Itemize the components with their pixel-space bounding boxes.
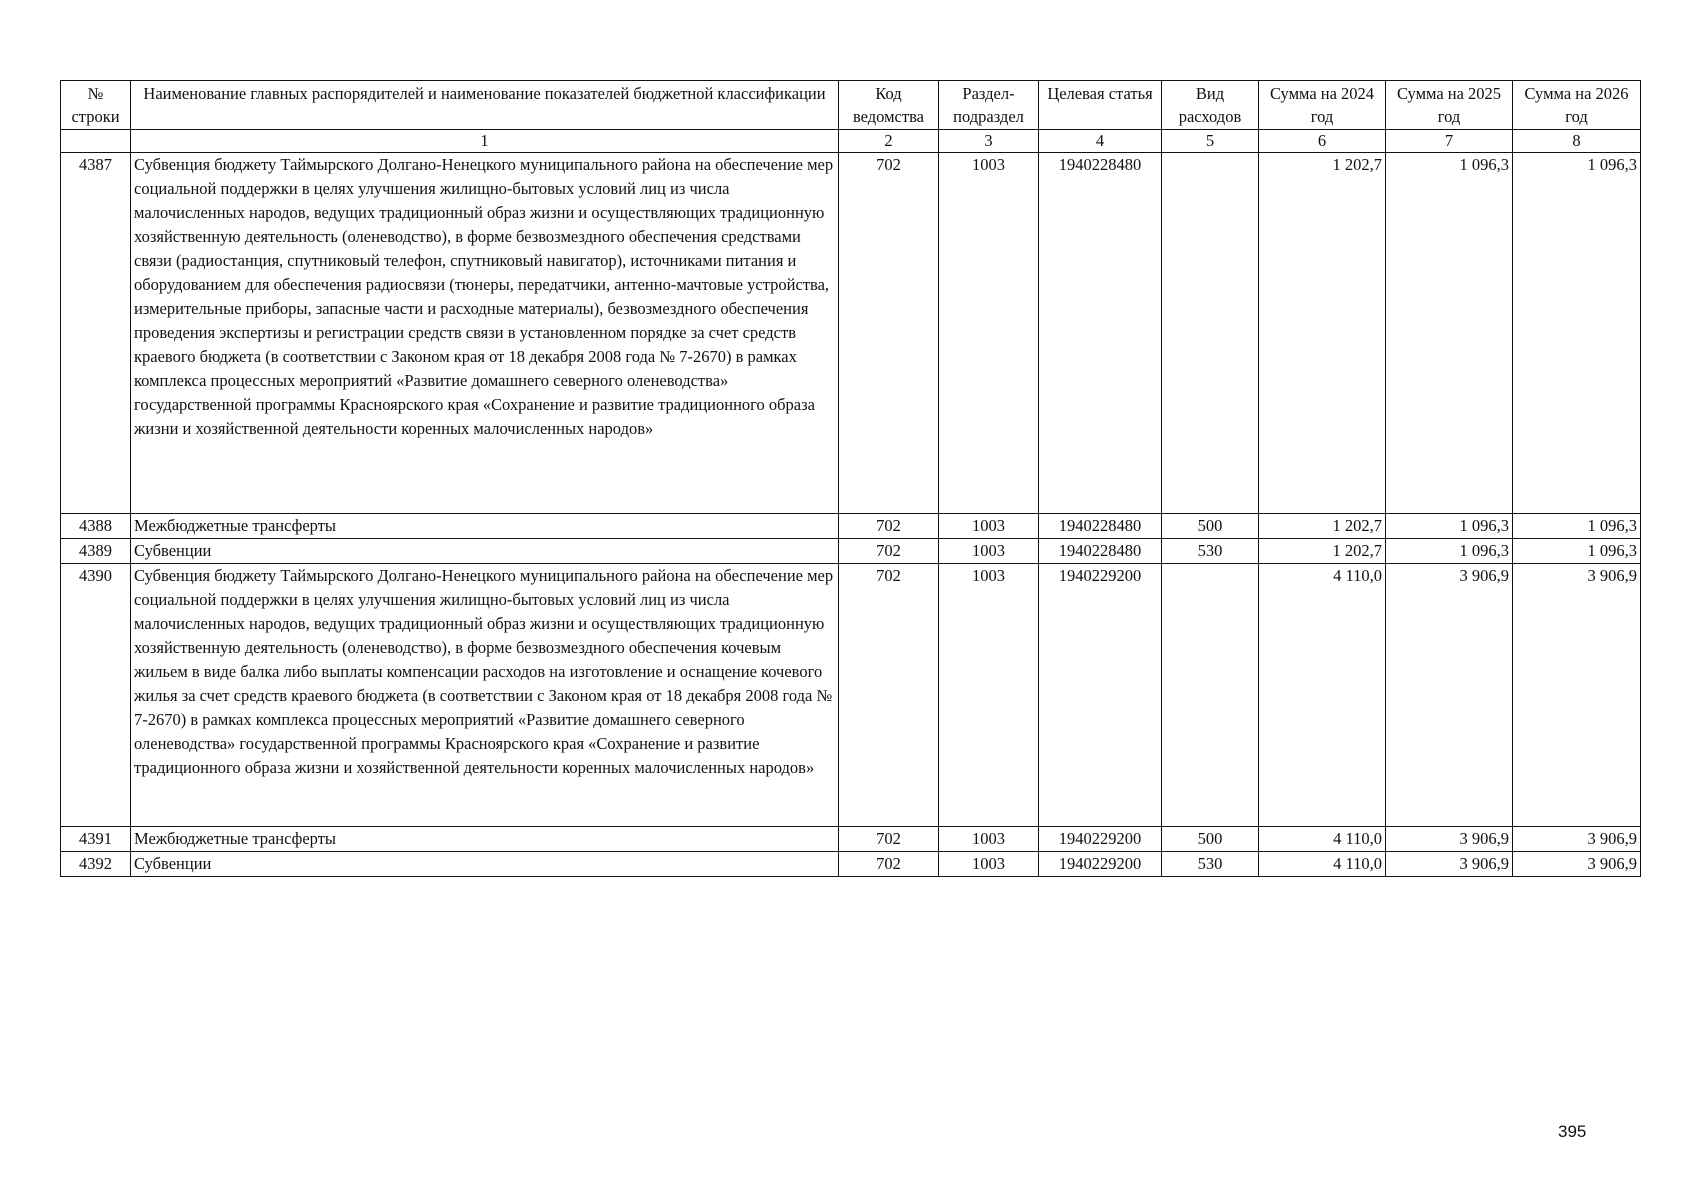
header-sum-2026: Сумма на 2026 год xyxy=(1513,81,1641,130)
page-number: 395 xyxy=(1558,1122,1587,1141)
row-target: 1940229200 xyxy=(1039,852,1162,877)
row-dept-code: 702 xyxy=(839,852,939,877)
row-sum-2026: 1 096,3 xyxy=(1513,539,1641,564)
row-section: 1003 xyxy=(939,514,1039,539)
table-row xyxy=(61,564,1641,827)
row-number: 4389 xyxy=(61,539,131,564)
row-section: 1003 xyxy=(939,564,1039,827)
row-expense-kind: 500 xyxy=(1162,514,1259,539)
row-section: 1003 xyxy=(939,827,1039,852)
header-target: Целевая статья xyxy=(1039,81,1162,130)
header-name: Наименование главных распорядителей и наименование показателей бюджетной классификации xyxy=(131,81,839,130)
row-name: Субвенции xyxy=(131,539,839,564)
row-sum-2024: 1 202,7 xyxy=(1259,153,1386,514)
column-numbers-row xyxy=(61,130,1641,153)
header-expense-kind: Вид расходов xyxy=(1162,81,1259,130)
table-row xyxy=(61,827,1641,852)
row-dept-code: 702 xyxy=(839,827,939,852)
row-sum-2024: 4 110,0 xyxy=(1259,852,1386,877)
budget-table xyxy=(60,80,1641,877)
row-number: 4387 xyxy=(61,153,131,514)
header-dept-code: Код ведомства xyxy=(839,81,939,130)
row-sum-2026: 3 906,9 xyxy=(1513,852,1641,877)
table-row xyxy=(61,539,1641,564)
table-row xyxy=(61,852,1641,877)
column-number: 4 xyxy=(1039,130,1162,153)
row-sum-2026: 3 906,9 xyxy=(1513,564,1641,827)
row-target: 1940228480 xyxy=(1039,514,1162,539)
row-target: 1940228480 xyxy=(1039,153,1162,514)
row-target: 1940229200 xyxy=(1039,827,1162,852)
row-dept-code: 702 xyxy=(839,539,939,564)
row-name: Межбюджетные трансферты xyxy=(131,827,839,852)
column-number: 8 xyxy=(1513,130,1641,153)
row-sum-2024: 1 202,7 xyxy=(1259,514,1386,539)
row-target: 1940228480 xyxy=(1039,539,1162,564)
row-section: 1003 xyxy=(939,153,1039,514)
row-sum-2024: 4 110,0 xyxy=(1259,827,1386,852)
column-number: 1 xyxy=(131,130,839,153)
row-number: 4391 xyxy=(61,827,131,852)
row-dept-code: 702 xyxy=(839,514,939,539)
header-sum-2025: Сумма на 2025 год xyxy=(1386,81,1513,130)
row-expense-kind: 530 xyxy=(1162,852,1259,877)
row-expense-kind xyxy=(1162,153,1259,514)
row-section: 1003 xyxy=(939,852,1039,877)
row-sum-2024: 1 202,7 xyxy=(1259,539,1386,564)
column-number xyxy=(61,130,131,153)
row-sum-2025: 3 906,9 xyxy=(1386,827,1513,852)
header-row xyxy=(61,81,1641,130)
row-dept-code: 702 xyxy=(839,153,939,514)
header-sum-2024: Сумма на 2024 год xyxy=(1259,81,1386,130)
header-section: Раздел-подраздел xyxy=(939,81,1039,130)
column-number: 6 xyxy=(1259,130,1386,153)
row-target: 1940229200 xyxy=(1039,564,1162,827)
row-sum-2025: 3 906,9 xyxy=(1386,852,1513,877)
row-name: Субвенция бюджету Таймырского Долгано-Ненецкого муниципального района на обеспечение мер социальной поддержки в целях улучшения жилищно-бытовых условий лиц из числа малочисленных народов, ведущих традиционный образ жизни и осуществляющих традиционную хозяйственную деятельность (оленеводство), в форме безвозмездного обеспечения кочевым жильем в виде балка либо выплаты компенсации расходов на изготовление и оснащение кочевого жилья за счет средств краевого бюджета (в соответствии с Законом края от 18 декабря 2008 года № 7-2670) в рамках комплекса процессных мероприятий «Развитие домашнего северного оленеводства» государственной программы Красноярского края «Сохранение и развитие традиционного образа жизни и хозяйственной деятельности коренных малочисленных народов» xyxy=(131,564,839,827)
column-number: 5 xyxy=(1162,130,1259,153)
column-number: 2 xyxy=(839,130,939,153)
row-number: 4388 xyxy=(61,514,131,539)
row-sum-2025: 3 906,9 xyxy=(1386,564,1513,827)
row-name: Межбюджетные трансферты xyxy=(131,514,839,539)
row-name: Субвенции xyxy=(131,852,839,877)
row-number: 4390 xyxy=(61,564,131,827)
row-expense-kind: 530 xyxy=(1162,539,1259,564)
row-sum-2026: 1 096,3 xyxy=(1513,514,1641,539)
header-row-number: № строки xyxy=(61,81,131,130)
table-row xyxy=(61,153,1641,514)
row-sum-2025: 1 096,3 xyxy=(1386,539,1513,564)
row-expense-kind: 500 xyxy=(1162,827,1259,852)
row-sum-2026: 3 906,9 xyxy=(1513,827,1641,852)
row-section: 1003 xyxy=(939,539,1039,564)
column-number: 3 xyxy=(939,130,1039,153)
row-sum-2026: 1 096,3 xyxy=(1513,153,1641,514)
row-name: Субвенция бюджету Таймырского Долгано-Ненецкого муниципального района на обеспечение мер социальной поддержки в целях улучшения жилищно-бытовых условий лиц из числа малочисленных народов, ведущих традиционный образ жизни и осуществляющих традиционную хозяйственную деятельность (оленеводство), в форме безвозмездного обеспечения средствами связи (радиостанция, спутниковый телефон, спутниковый навигатор), источниками питания и оборудованием для обеспечения радиосвязи (тюнеры, передатчики, антенно-мачтовые устройства, измерительные приборы, запасные части и расходные материалы), безвозмездного обеспечения проведения экспертизы и регистрации средств связи в установленном порядке за счет средств краевого бюджета (в соответствии с Законом края от 18 декабря 2008 года № 7-2670) в рамках комплекса процессных мероприятий «Развитие домашнего северного оленеводства» государственной программы Красноярского края «Сохранение и развитие традиционного образа жизни и хозяйственной деятельности коренных малочисленных народов» xyxy=(131,153,839,514)
row-dept-code: 702 xyxy=(839,564,939,827)
row-number: 4392 xyxy=(61,852,131,877)
row-sum-2025: 1 096,3 xyxy=(1386,153,1513,514)
row-sum-2025: 1 096,3 xyxy=(1386,514,1513,539)
column-number: 7 xyxy=(1386,130,1513,153)
table-row xyxy=(61,514,1641,539)
row-sum-2024: 4 110,0 xyxy=(1259,564,1386,827)
row-expense-kind xyxy=(1162,564,1259,827)
